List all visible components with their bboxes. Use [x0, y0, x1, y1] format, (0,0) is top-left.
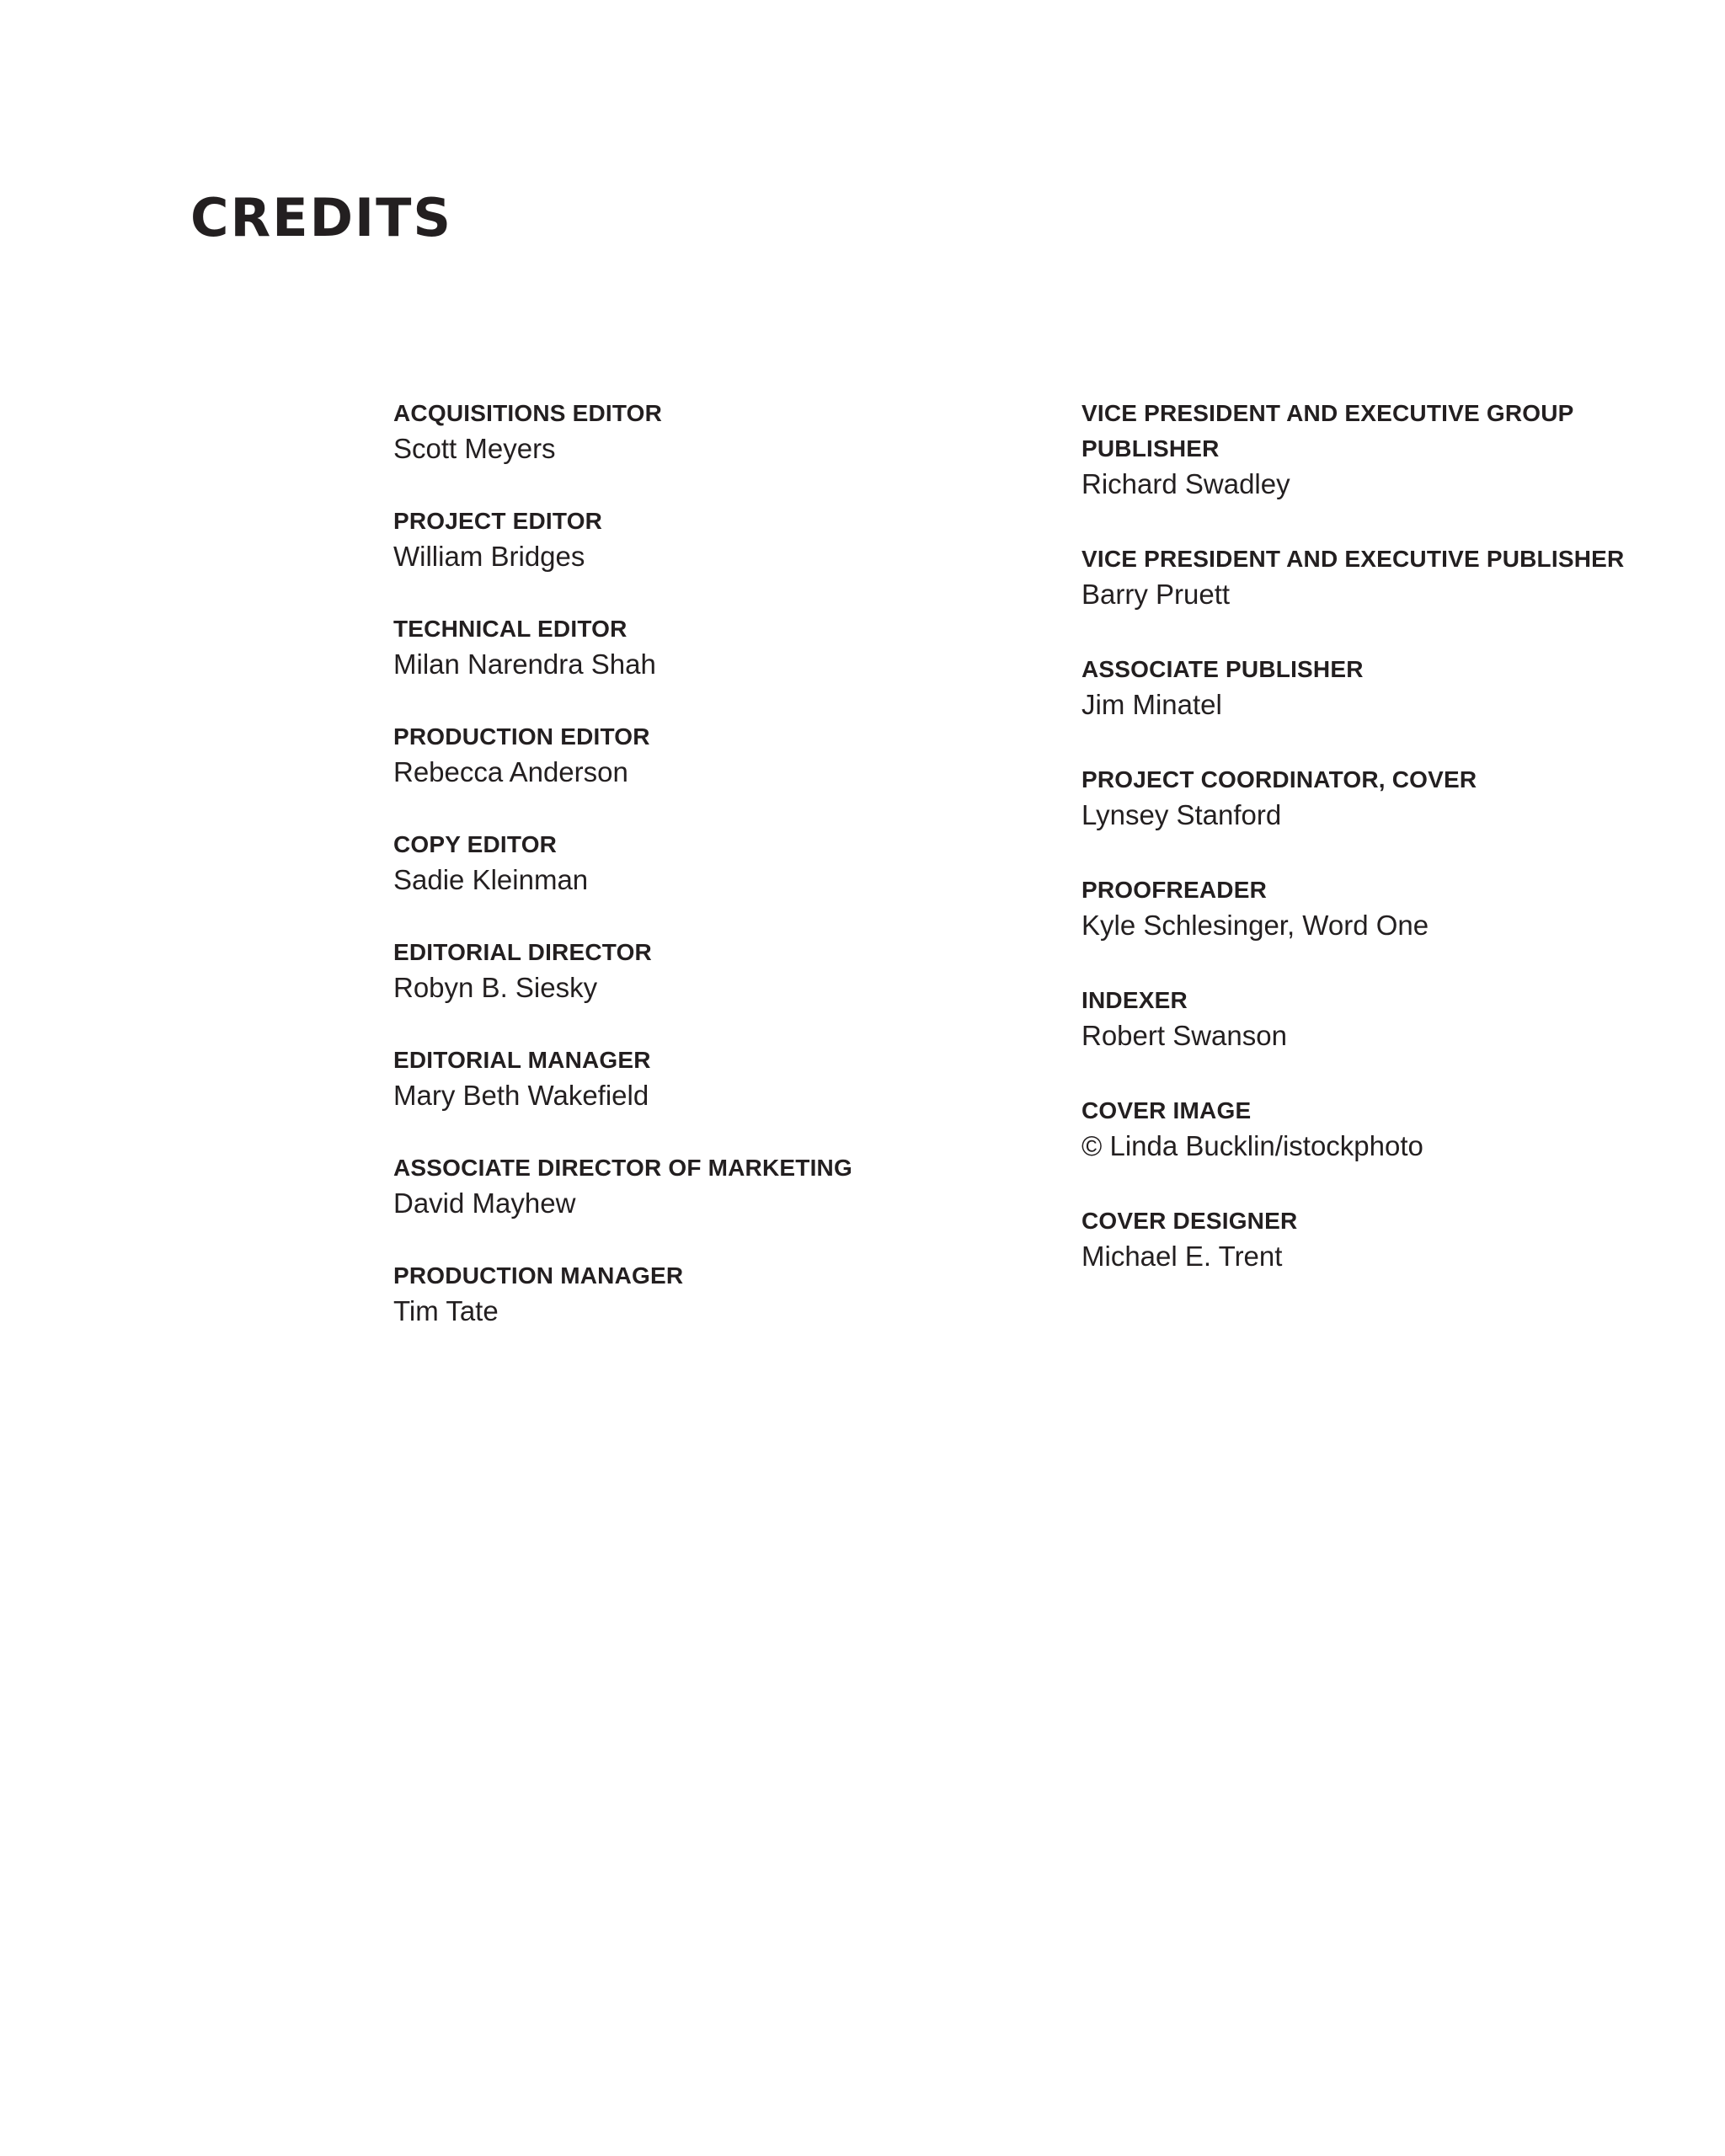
credit-name: Tim Tate — [393, 1295, 499, 1326]
credit-entry — [1081, 542, 1637, 612]
credit-entry — [1081, 983, 1637, 1054]
credit-name: Robert Swanson — [1081, 1020, 1287, 1051]
credit-name: Jim Minatel — [1081, 689, 1222, 720]
credit-entry — [1081, 652, 1637, 723]
credit-role: PROJECT COORDINATOR, COVER — [1081, 766, 1477, 792]
credit-name: Robyn B. Siesky — [393, 972, 598, 1003]
credit-role: ACQUISITIONS EDITOR — [393, 400, 663, 426]
credit-name: Michael E. Trent — [1081, 1241, 1283, 1272]
credit-role: ASSOCIATE PUBLISHER — [1081, 656, 1364, 682]
credit-entry — [393, 611, 916, 682]
credits-column-right — [1081, 396, 1637, 1314]
credit-name: Kyle Schlesinger, Word One — [1081, 910, 1429, 941]
credit-role: COPY EDITOR — [393, 831, 558, 857]
credit-role: EDITORIAL MANAGER — [393, 1047, 651, 1073]
credit-entry — [393, 1043, 916, 1113]
credit-role: COVER IMAGE — [1081, 1097, 1252, 1123]
credit-entry — [1081, 873, 1637, 943]
credit-entry — [1081, 762, 1637, 833]
credit-entry — [1081, 1093, 1637, 1164]
credit-name: William Bridges — [393, 541, 585, 572]
credit-role: TECHNICAL EDITOR — [393, 616, 628, 642]
credit-role: EDITORIAL DIRECTOR — [393, 939, 652, 965]
credit-name: Sadie Kleinman — [393, 864, 589, 895]
credit-role: COVER DESIGNER — [1081, 1208, 1298, 1234]
credits-column-left — [393, 396, 916, 1366]
credit-role: ASSOCIATE DIRECTOR OF MARKETING — [393, 1155, 852, 1181]
credit-name: Barry Pruett — [1081, 579, 1231, 610]
credit-role: VICE PRESIDENT AND EXECUTIVE GROUP PUBLISHER — [1081, 400, 1574, 462]
credit-entry — [393, 1258, 916, 1329]
credit-name: Milan Narendra Shah — [393, 648, 656, 680]
credit-role: VICE PRESIDENT AND EXECUTIVE PUBLISHER — [1081, 546, 1625, 572]
credit-name: Richard Swadley — [1081, 468, 1290, 499]
credit-name: © Linda Bucklin/istockphoto — [1081, 1130, 1423, 1161]
credit-entry — [1081, 396, 1637, 502]
credit-role: INDEXER — [1081, 987, 1188, 1013]
credit-name: Lynsey Stanford — [1081, 799, 1282, 830]
credit-name: David Mayhew — [393, 1187, 576, 1219]
credit-entry — [393, 504, 916, 574]
credit-name: Scott Meyers — [393, 433, 556, 464]
credit-role: PRODUCTION EDITOR — [393, 723, 650, 750]
credit-entry — [393, 935, 916, 1006]
credit-name: Mary Beth Wakefield — [393, 1080, 649, 1111]
credit-role: PROJECT EDITOR — [393, 508, 603, 534]
credit-name: Rebecca Anderson — [393, 756, 628, 787]
credit-entry — [393, 719, 916, 790]
credit-entry — [393, 1150, 916, 1221]
credit-entry — [393, 827, 916, 898]
credit-role: PRODUCTION MANAGER — [393, 1262, 684, 1289]
page-title: CREDITS — [190, 187, 453, 248]
credit-entry — [1081, 1203, 1637, 1274]
credit-entry — [393, 396, 916, 467]
credit-role: PROOFREADER — [1081, 877, 1267, 903]
